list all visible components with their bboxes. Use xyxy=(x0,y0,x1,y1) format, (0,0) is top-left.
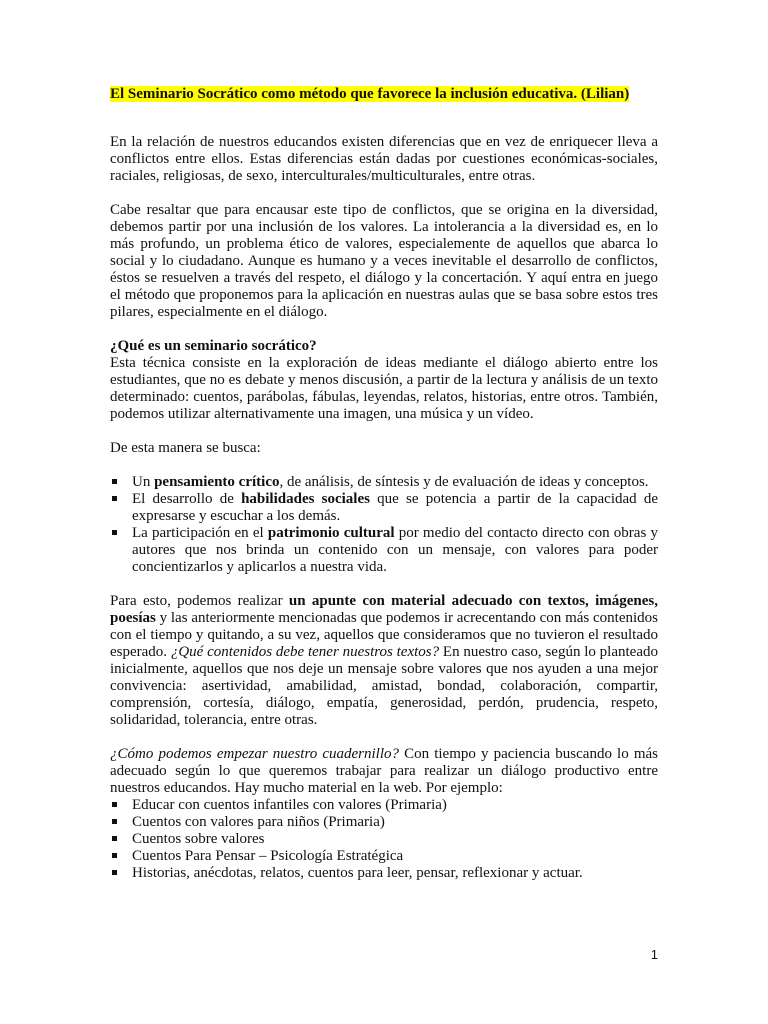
paragraph-material: Para esto, podemos realizar un apunte con material adecuado con textos, imágenes, poesías y las anteriormente mencionadas que podemos ir acrecentando con más contenidos con el tiempo y quitando, a su vez, aquellos que consideramos que no tuvieron el resultado esperado. ¿Qué contenidos debe tener nuestros textos? En nuestro caso, según lo planteado inicialmente, aquellos que nos deje un mensaje sobre valores que nos ayuden a una mejor convivencia: asertividad, amabilidad, amistad, bondad, colaboración, compartir, comprensión, cortesía, diálogo, empatía, generosidad, perdón, prudencia, respeto, solidaridad, tolerancia, entre otras. xyxy=(110,593,658,728)
list-item: Un pensamiento crítico, de análisis, de síntesis y de evaluación de ideas y conceptos. xyxy=(110,474,658,491)
list-item: El desarrollo de habilidades sociales que se potencia a partir de la capacidad de expresarse y escuchar a los demás. xyxy=(110,491,658,525)
section-what-is xyxy=(110,338,658,423)
list-item: Historias, anécdotas, relatos, cuentos para leer, pensar, reflexionar y actuar. xyxy=(110,865,658,882)
list-item: La participación en el patrimonio cultural por medio del contacto directo con obras y autores que nos brinda un contenido con un mensaje, con valores para poder concientizarlos y aplicarlos a nuestra vida. xyxy=(110,525,658,576)
paragraph-start: ¿Cómo podemos empezar nuestro cuadernillo? Con tiempo y paciencia buscando lo más adecuado según lo que queremos trabajar para realizar un diálogo productivo entre nuestros educandos. Hay mucho material en la web. Por ejemplo: xyxy=(110,746,658,796)
section-heading: ¿Qué es un seminario socrático? xyxy=(110,338,317,354)
list-intro: De esta manera se busca: xyxy=(110,440,261,456)
list-item: Cuentos con valores para niños (Primaria) xyxy=(110,814,658,831)
document-page xyxy=(110,86,658,899)
list-item: Educar con cuentos infantiles con valores (Primaria) xyxy=(110,797,658,814)
section-body: Esta técnica consiste en la exploración de ideas mediante el diálogo abierto entre los estudiantes, que no es debate y menos discusión, a partir de la lectura y análisis de un texto determinado: cuentos, parábolas, fábulas, leyendas, relatos, historias, entre otros. También, podemos utilizar alternativamente una imagen, una música y un vídeo. xyxy=(110,355,658,422)
paragraph-intro: En la relación de nuestros educandos existen diferencias que en vez de enriquecer lleva a conflictos entre ellos. Estas diferencias están dadas por cuestiones económicas-sociales, raciales, religiosas, de sexo, interculturales/multiculturales, entre otras. xyxy=(110,134,658,184)
list-item: Cuentos Para Pensar – Psicología Estratégica xyxy=(110,848,658,865)
document-title: El Seminario Socrático como método que favorece la inclusión educativa. (Lilian) xyxy=(110,86,630,102)
list-item: Cuentos sobre valores xyxy=(110,831,658,848)
page-number: 1 xyxy=(650,947,658,962)
goals-list xyxy=(110,474,658,576)
paragraph-values: Cabe resaltar que para encausar este tipo de conflictos, que se origina en la diversidad, debemos partir por una inclusión de los valores. La intolerancia a la diversidad es, en lo más profundo, un problema ético de valores, especialemente de aquellos que abarca lo social y lo ciudadano. Aunque es humano y a veces inevitable el desarrollo de conflictos, éstos se resuelven a través del respeto, el diálogo y la concertación. Y aquí entra en juego el método que proponemos para la aplicación en nuestras aulas que se basa sobre estos tres pilares, especialmente en el diálogo. xyxy=(110,202,658,320)
resources-list xyxy=(110,797,658,882)
